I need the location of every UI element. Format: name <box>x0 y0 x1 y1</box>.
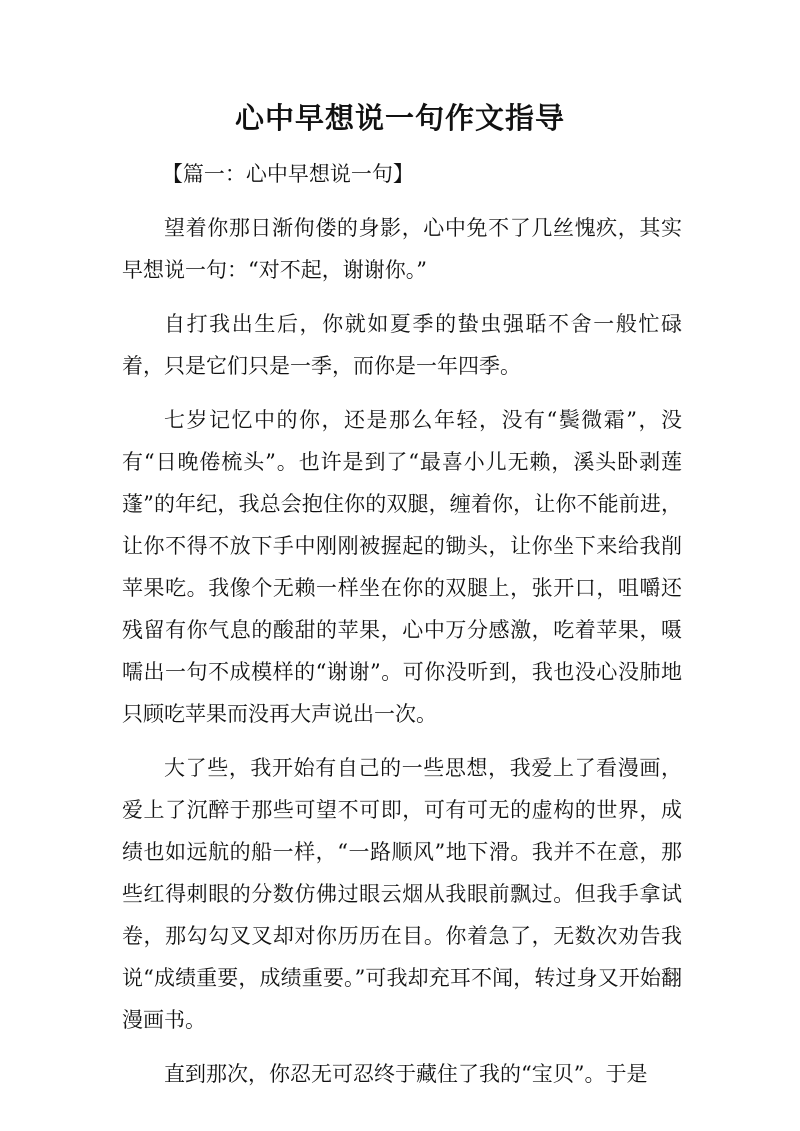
paragraph: 七岁记忆中的你，还是那么年轻，没有“鬓微霜”，没有“日晚倦梳头”。也许是到了“最喜小儿无赖，溪头卧剥莲蓬”的年纪，我总会抱住你的双腿，缠着你，让你不能前进，让你不得不放下手中刚刚被握起的锄头，让你坐下来给我削苹果吃。我像个无赖一样坐在你的双腿上，张开口，咀嚼还残留有你气息的酸甜的苹果，心中万分感激，吃着苹果，嗫嚅出一句不成模样的“谢谢”。可你没听到，我也没心没肺地只顾吃苹果而没再大声说出一次。 <box>122 408 682 726</box>
paragraph: 大了些，我开始有自己的一些思想，我爱上了看漫画，爱上了沉醉于那些可望不可即，可有可无的虚构的世界，成绩也如远航的船一样，“一路顺风”地下滑。我并不在意，那些红得刺眼的分数仿佛过眼云烟从我眼前飘过。但我手拿试卷，那勾勾叉叉却对你历历在目。你着急了，无数次劝告我说“成绩重要，成绩重要。”可我却充耳不闻，转过身又开始翻漫画书。 <box>122 756 682 1032</box>
section-heading: 【篇一：心中早想说一句】 <box>161 162 414 186</box>
document-title: 心中早想说一句作文指导 <box>234 101 565 135</box>
paragraph: 自打我出生后，你就如夏季的蛰虫强聒不舍一般忙碌着，只是它们只是一季，而你是一年四季。 <box>122 312 682 378</box>
paragraph: 直到那次，你忍无可忍终于藏住了我的“宝贝”。于是 <box>164 1062 648 1086</box>
document-body <box>122 153 682 1107</box>
paragraph: 望着你那日渐佝偻的身影，心中免不了几丝愧疚，其实早想说一句：“对不起，谢谢你。” <box>122 216 682 282</box>
